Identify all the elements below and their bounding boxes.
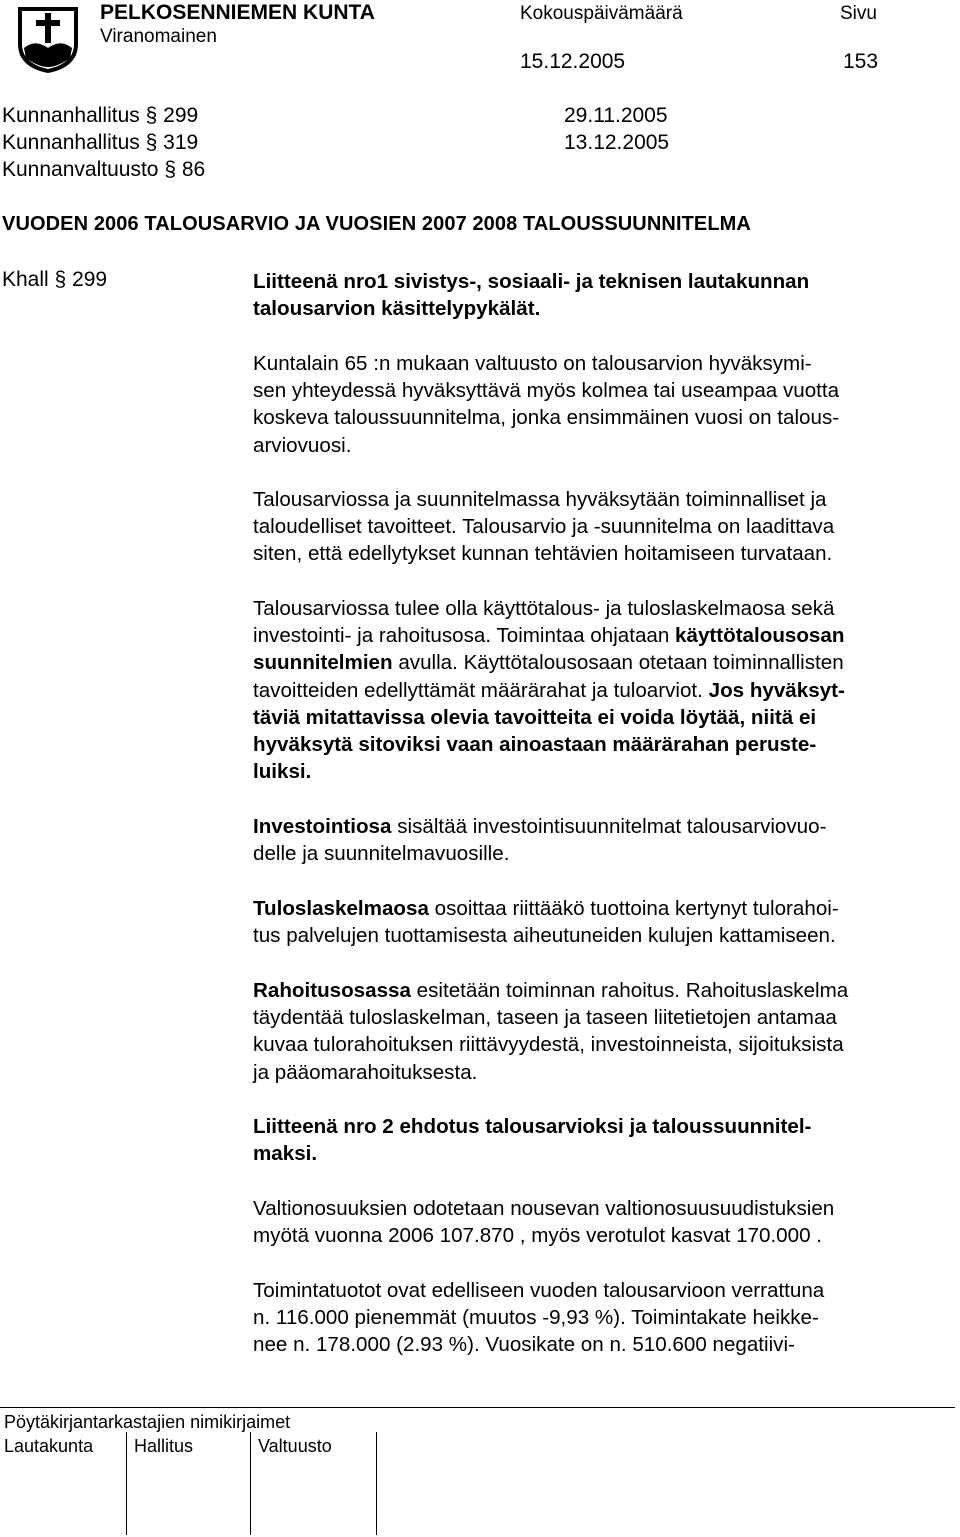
reference-2: Kunnanhallitus § 319 (2, 131, 199, 154)
paragraph-attachment-2: Liitteenä nro 2 ehdotus talousarvioksi ja taloussuunnitel- maksi. (253, 1115, 812, 1166)
paragraph-operating-income: Toimintatuotot ovat edelliseen vuoden talousarvioon verrattuna n. 116.000 pienemmät (muutos -9,93 %). Toimintakate heikke- nee n. 178.000 (2.93 %). Vuosikate on n. 510.600 negatiivi- (253, 1279, 825, 1357)
footer-divider-3 (376, 1432, 377, 1535)
paragraph-budget-parts: Talousarviossa tulee olla käyttötalous- ja tuloslaskelmaosa sekä investointi- ja rahoitusosa. Toimintaa ohjataan käyttötalousosan suunnitelmien avulla. Käyttötalousosaan otetaan toiminnallisten tavoitteiden edellyttämät määrärahat ja tuloarviot. Jos hyväksyt- täviä mitattavissa olevia tavoitteita ei voida löytää, niitä ei hyväksytä sitoviksi vaan ainoastaan määrärahan peruste- luiksi. (253, 597, 845, 784)
organization-name: PELKOSENNIEMEN KUNTA (100, 1, 375, 24)
footer-col-government: Hallitus (134, 1436, 194, 1456)
paragraph-investment: Investointiosa sisältää investointisuunnitelmat talousarviovuo- delle ja suunnitelmavuosille. (253, 815, 827, 866)
footer-divider-2 (250, 1432, 251, 1535)
paragraph-income-statement: Tuloslaskelmaosa osoittaa riittääkö tuottoina kertynyt tulorahoi- tus palvelujen tuottamisesta aiheutuneiden kulujen kattamiseen. (253, 897, 839, 948)
reference-1: Kunnanhallitus § 299 (2, 104, 199, 127)
footer-title: Pöytäkirjantarkastajien nimikirjaimet (4, 1412, 291, 1432)
paragraph-financing: Rahoitusosassa esitetään toiminnan rahoitus. Rahoituslaskelma täydentää tuloslaskelman, taseen ja taseen liitetietojen antamaa kuvaa tulorahoituksen riittävyydestä, investoinneista, sijoituksista ja pääomarahoituksesta. (253, 979, 849, 1084)
footer-top-line (0, 1407, 955, 1408)
department-name: Viranomainen (100, 26, 217, 47)
footer-divider-1 (126, 1432, 127, 1535)
meeting-date: 15.12.2005 (520, 50, 626, 73)
paragraph-goals: Talousarviossa ja suunnitelmassa hyväksytään toiminnalliset ja taloudelliset tavoitteet. Talousarvio ja -suunnitelma on laadittava siten, että edellytykset kunnan tehtävien hoitamiseen turvataan. (253, 488, 835, 566)
page-label: Sivu (840, 3, 877, 24)
footer-col-council: Valtuusto (258, 1436, 332, 1456)
reference-2-date: 13.12.2005 (564, 131, 670, 154)
page-number: 153 (843, 50, 879, 73)
coat-of-arms-icon (14, 4, 82, 74)
document-title: VUODEN 2006 TALOUSARVIO JA VUOSIEN 2007 2008 TALOUSSUUNNITELMA (2, 213, 751, 235)
khall-reference: Khall § 299 (2, 268, 108, 291)
paragraph-municipal-law: Kuntalain 65 :n mukaan valtuusto on talousarvion hyväksymi- sen yhteydessä hyväksyttävä myös kolmea tai useampaa vuotta koskeva taloussuunnitelma, jonka ensimmäinen vuosi on talous- arviovuosi. (253, 352, 840, 457)
reference-3: Kunnanvaltuusto § 86 (2, 158, 206, 181)
reference-1-date: 29.11.2005 (564, 104, 668, 127)
paragraph-attachment-1: Liitteenä nro1 sivistys-, sosiaali- ja teknisen lautakunnan talousarvion käsittelypykälät. (253, 270, 810, 321)
footer-col-board: Lautakunta (4, 1436, 94, 1456)
paragraph-state-subsidies: Valtionosuuksien odotetaan nousevan valtionosuusuudistuksien myötä vuonna 2006 107.870 , myös verotulot kasvat 170.000 . (253, 1197, 835, 1248)
meeting-date-label: Kokouspäivämäärä (520, 3, 683, 24)
